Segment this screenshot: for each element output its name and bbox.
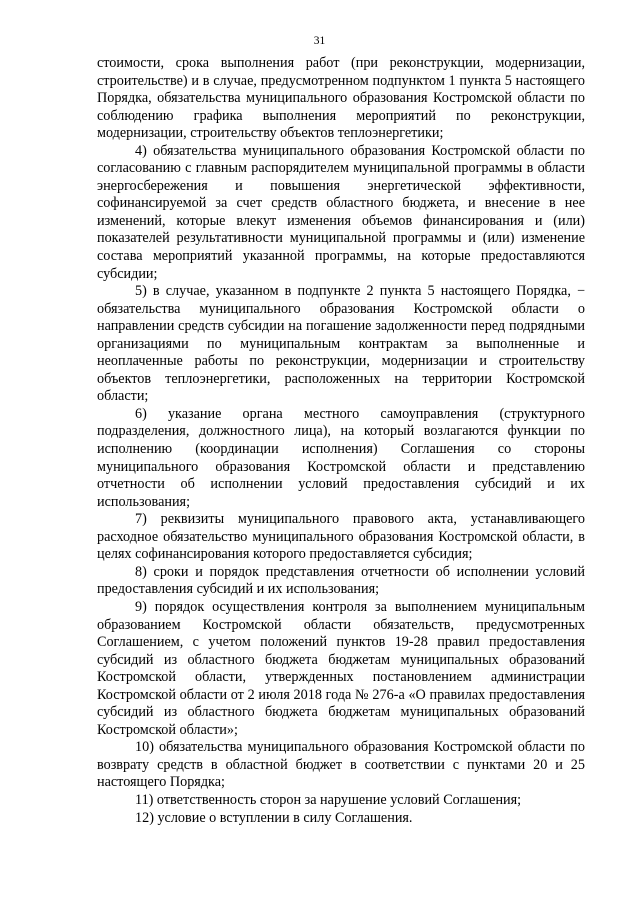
paragraph-item-4: 4) обязательства муниципального образования Костромской области по согласованию с главным распорядителем муниципальной программы в области энергосбережения и повышения энергетической эффективности, софинансируемой за счет средств областного бюджета, и внесение в нее изменений, которые влекут изменения объемов финансирования и (или) показателей результативности муниципальной программы и (или) изменение состава мероприятий указанной программы, на которые предоставляются субсидии; [97,142,585,282]
paragraph-item-8: 8) сроки и порядок представления отчетности об исполнении условий предоставления субсидий и их использования; [97,563,585,598]
page-number: 31 [313,35,326,47]
paragraph-item-5: 5) в случае, указанном в подпункте 2 пункта 5 настоящего Порядка, − обязательства муниципального образования Костромской области о направлении средств субсидии на погашение задолженности перед подрядными организациями по муниципальным контрактам за выполненные и неоплаченные работы по реконструкции, модернизации и строительству объектов теплоэнергетики, расположенных на территории Костромской области; [97,283,585,405]
paragraph-item-11: 11) ответственность сторон за нарушение условий Соглашения; [135,791,522,808]
paragraph-item-7: 7) реквизиты муниципального правового акта, устанавливающего расходное обязательство муниципального образования Костромской области, в целях софинансирования которого предоставляется субсидия; [97,511,585,563]
paragraph-item-10: 10) обязательства муниципального образования Костромской области по возврату средств в областной бюджет в соответствии с пунктами 20 и 25 настоящего Порядка; [97,739,585,791]
paragraph-item-12: 12) условие о вступлении в силу Соглашения. [135,809,413,826]
document-body [97,55,585,827]
paragraph-item-9: 9) порядок осуществления контроля за выполнением муниципальным образованием Костромской области обязательств, предусмотренных Соглашением, с учетом положений пунктов 19-28 правил предоставления субсидий из областного бюджета бюджетам муниципальных образований Костромской области, утвержденных постановлением администрации Костромской области от 2 июля 2018 года № 276-а «О правилах предоставления субсидий из областного бюджета бюджетам муниципальных образований Костромской области»; [97,598,585,738]
paragraph-continuation: стоимости, срока выполнения работ (при реконструкции, модернизации, строительстве) и в случае, предусмотренном подпунктом 1 пункта 5 настоящего Порядка, обязательства муниципального образования Костромской области по соблюдению графика выполнения мероприятий по реконструкции, модернизации, строительству объектов теплоэнергетики; [97,55,585,142]
paragraph-item-6: 6) указание органа местного самоуправления (структурного подразделения, должностного лица), на который возлагаются функции по исполнению (координации исполнения) Соглашения со стороны муниципального образования Костромской области и представлению отчетности об исполнении условий предоставления субсидий и их использования; [97,405,585,510]
